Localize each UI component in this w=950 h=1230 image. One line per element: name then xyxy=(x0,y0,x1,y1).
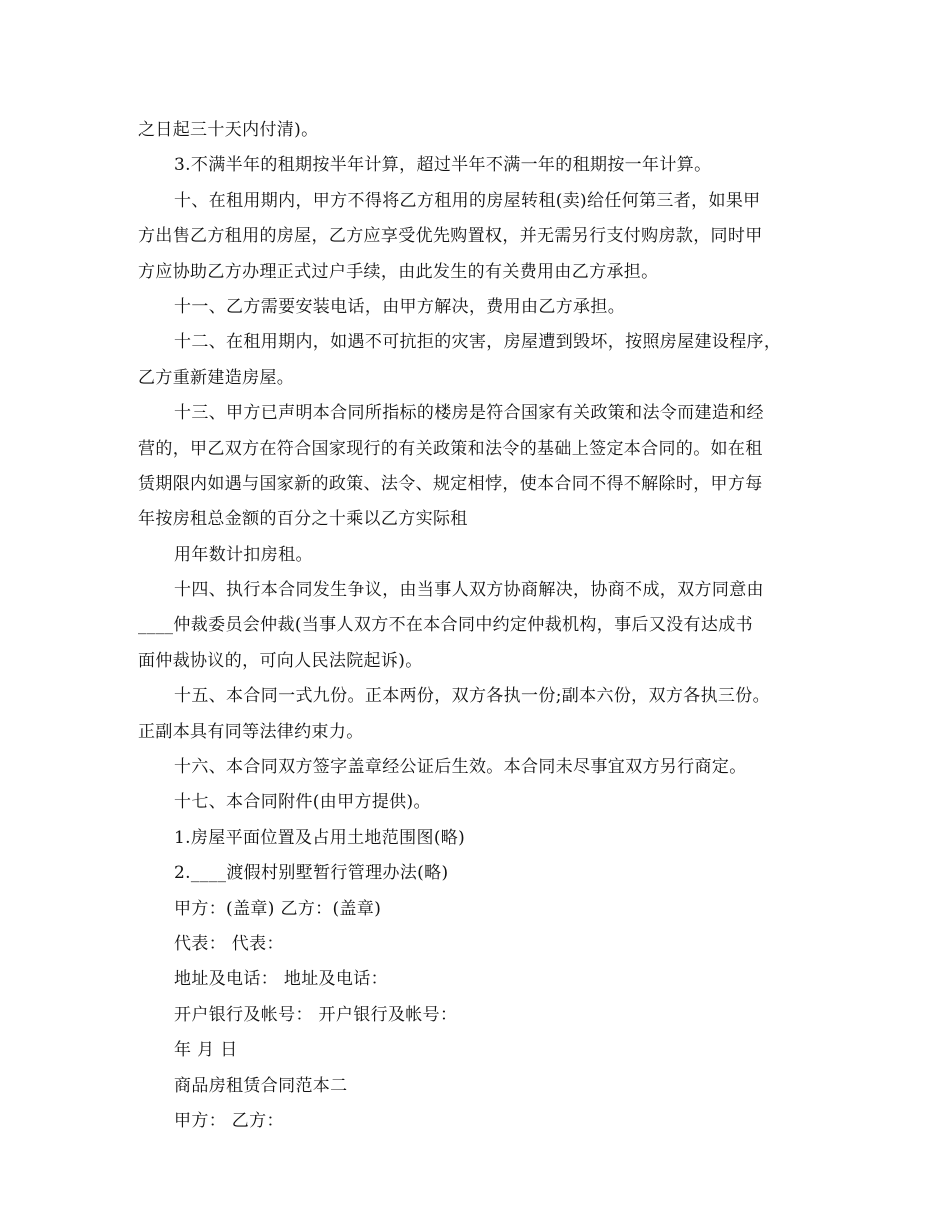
text-line: 十二、在租用期内，如遇不可抗拒的灾害，房屋遭到毁坏，按照房屋建设程序， xyxy=(174,332,782,353)
text-line: 方出售乙方租用的房屋，乙方应享受优先购置权，并无需另行支付购房款，同时甲 xyxy=(138,226,763,247)
text-line: 营的，甲乙双方在符合国家现行的有关政策和法令的基础上签定本合同的。如在租 xyxy=(138,438,763,459)
text-line: 开户银行及帐号： 开户银行及帐号： xyxy=(174,1004,458,1025)
text-line: 十七、本合同附件(由甲方提供)。 xyxy=(174,792,431,813)
text-line: 甲方：(盖章) 乙方：(盖章) xyxy=(174,898,382,919)
text-line: 地址及电话： 地址及电话： xyxy=(174,969,388,990)
document-body xyxy=(138,113,810,1139)
text-line: 方应协助乙方办理正式过户手续，由此发生的有关费用由乙方承担。 xyxy=(138,261,659,282)
text-line: 用年数计扣房租。 xyxy=(174,544,313,565)
text-line: 十五、本合同一式九份。正本两份，双方各执一份;副本六份，双方各执三份。 xyxy=(174,686,770,707)
text-line: 正副本具有同等法律约束力。 xyxy=(138,721,364,742)
text-line: ____仲裁委员会仲裁(当事人双方不在本合同中约定仲裁机构，事后又没有达成书 xyxy=(138,615,753,636)
text-line: 十、在租用期内，甲方不得将乙方租用的房屋转租(卖)给任何第三者，如果甲 xyxy=(174,190,761,211)
text-line: 十一、乙方需要安装电话，由甲方解决，费用由乙方承担。 xyxy=(174,296,626,317)
text-line: 乙方重新建造房屋。 xyxy=(138,367,295,388)
text-line: 代表： 代表： xyxy=(174,933,284,954)
text-line: 十六、本合同双方签字盖章经公证后生效。本合同未尽事宜双方另行商定。 xyxy=(174,757,747,778)
text-line: 赁期限内如遇与国家新的政策、法令、规定相悖，使本合同不得不解除时，甲方每 xyxy=(138,473,763,494)
text-line: 年按房租总金额的百分之十乘以乙方实际租 xyxy=(138,509,468,530)
text-line: 甲方： 乙方： xyxy=(174,1110,284,1131)
text-line: 年 月 日 xyxy=(174,1040,238,1061)
text-line: 商品房租赁合同范本二 xyxy=(174,1075,348,1096)
text-line: 之日起三十天内付清)。 xyxy=(138,120,319,140)
text-line: 3.不满半年的租期按半年计算，超过半年不满一年的租期按一年计算。 xyxy=(174,155,712,176)
text-line: 十四、执行本合同发生争议，由当事人双方协商解决，协商不成，双方同意由 xyxy=(174,580,764,601)
text-line: 十三、甲方已声明本合同所指标的楼房是符合国家有关政策和法令而建造和经 xyxy=(174,403,764,424)
text-line: 面仲裁协议的，可向人民法院起诉)。 xyxy=(138,650,423,671)
text-line: 1.房屋平面位置及占用土地范围图(略) xyxy=(174,827,466,848)
text-line: 2.____渡假村别墅暂行管理办法(略) xyxy=(174,863,449,884)
